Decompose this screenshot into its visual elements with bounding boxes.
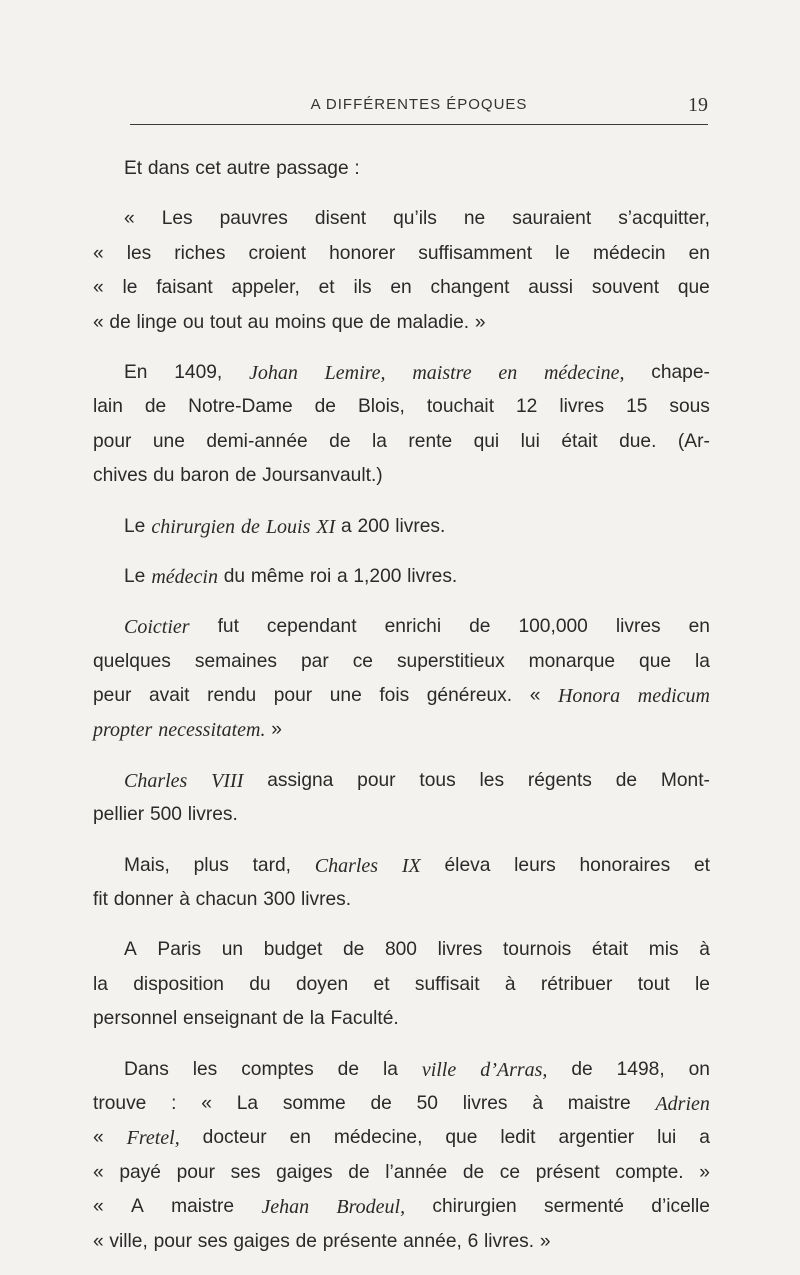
word: de (369, 311, 391, 333)
word: riches (174, 242, 226, 264)
word: présent (535, 1161, 600, 1183)
text-line (93, 1190, 710, 1224)
word: quelques (93, 650, 171, 672)
text-line (93, 713, 710, 747)
word: roi (309, 565, 332, 587)
text-line (93, 390, 710, 424)
word: » (539, 1230, 551, 1252)
word: avait (148, 685, 190, 707)
word: somme (282, 1092, 346, 1114)
word: 200 (357, 515, 390, 537)
italic-word: XI (316, 515, 336, 538)
word: souvent (591, 277, 660, 299)
word: plus (193, 854, 229, 876)
text-line (93, 459, 710, 493)
text-line (93, 306, 710, 340)
word: les (126, 242, 152, 264)
word: de (109, 311, 131, 333)
word: année, (403, 1230, 462, 1252)
word: de (329, 430, 351, 452)
word: peur (93, 685, 132, 707)
word: rente (408, 430, 453, 452)
word: livres. (407, 565, 458, 587)
paragraph (93, 933, 710, 1036)
word: tournois (502, 939, 572, 961)
text-line (93, 152, 710, 186)
word: tous (419, 769, 456, 791)
word: trouve (93, 1092, 147, 1114)
word: ville, (109, 1230, 148, 1252)
word: livres (559, 396, 605, 418)
word: budget (263, 939, 323, 961)
word: a (699, 1127, 710, 1149)
italic-word: Coictier (124, 616, 190, 639)
word: éleva (444, 854, 491, 876)
italic-word: necessitatem. (158, 719, 266, 742)
word: d’icelle (651, 1196, 710, 1218)
word: le (122, 277, 138, 299)
word: ils (353, 277, 372, 299)
italic-word: médecine, (543, 361, 625, 384)
word: médecine, (333, 1127, 423, 1149)
word: de (571, 1058, 593, 1080)
text-line (93, 1121, 710, 1155)
italic-word: VIII (211, 769, 244, 792)
word: A (124, 939, 137, 961)
italic-word: médecin (151, 565, 218, 588)
text-line (93, 356, 710, 390)
word: maistre (171, 1196, 235, 1218)
running-head (130, 96, 708, 125)
paragraph (93, 764, 710, 833)
word: en (688, 616, 710, 638)
word: moins (274, 311, 326, 333)
word: la (309, 1008, 325, 1030)
word: rendu (207, 685, 257, 707)
word: pour (357, 769, 396, 791)
text-line (93, 237, 710, 271)
text-line (93, 679, 710, 713)
word: gaiges (276, 1161, 333, 1183)
word: le (555, 242, 570, 264)
paragraph (93, 849, 710, 918)
word: par (300, 650, 329, 672)
word: chirurgien (432, 1196, 517, 1218)
word: honorer (329, 242, 396, 264)
word: La (236, 1092, 259, 1114)
word: autre (226, 158, 271, 179)
word: de (337, 1058, 359, 1080)
word: lain (93, 396, 123, 418)
word: disent (314, 208, 367, 230)
word: que (445, 1127, 478, 1149)
word: a (341, 515, 352, 537)
word: on (688, 1058, 710, 1080)
paragraph (93, 560, 710, 594)
word: « (93, 1127, 104, 1149)
word: la (371, 430, 387, 452)
word: une (152, 430, 185, 452)
word: dans (147, 158, 190, 179)
word: l’année (385, 1161, 448, 1183)
word: touchait (426, 396, 495, 418)
word: était (591, 939, 629, 961)
paragraph (93, 1053, 710, 1259)
word: donner (113, 889, 174, 911)
text-line (93, 883, 710, 917)
word: de (469, 616, 491, 638)
word: » (699, 1161, 710, 1183)
word: » (474, 311, 486, 333)
text-line (93, 610, 710, 644)
word: Joursanvault.) (262, 465, 383, 487)
word: cependant (266, 616, 357, 638)
word: la (93, 973, 108, 995)
word: pour (93, 430, 132, 452)
word: « (124, 208, 135, 230)
word: comptes (241, 1058, 314, 1080)
word: suffisait (414, 973, 480, 995)
word: Mont- (660, 769, 710, 791)
text-line (93, 271, 710, 305)
word: : (171, 1092, 177, 1114)
italic-word: Brodeul, (336, 1196, 406, 1219)
word: 50 (416, 1092, 438, 1114)
word: Le (124, 515, 146, 537)
word: tout (637, 973, 670, 995)
page-number: 19 (688, 94, 708, 116)
word: ce (499, 1161, 521, 1183)
word: docteur (202, 1127, 267, 1149)
word: et (318, 277, 335, 299)
word: « (93, 242, 104, 264)
word: un (221, 939, 244, 961)
word: 500 (149, 804, 182, 826)
text-line (93, 1156, 710, 1190)
italic-word: Jehan (261, 1196, 310, 1219)
word: à (532, 1092, 543, 1114)
word: chacun (195, 889, 258, 911)
word: « (93, 277, 104, 299)
word: Faculté. (330, 1008, 399, 1030)
italic-word: Johan (249, 361, 298, 384)
text-line (93, 425, 710, 459)
word: que (677, 277, 710, 299)
text-line (93, 764, 710, 798)
word: livres. (395, 515, 446, 537)
word: « (201, 1092, 212, 1114)
body-text (93, 152, 710, 1259)
word: baron (180, 465, 230, 487)
word: tout (209, 311, 242, 333)
word: et (373, 973, 390, 995)
word: Paris (157, 939, 202, 961)
word: Notre-Dame (188, 396, 293, 418)
word: ses (230, 1161, 261, 1183)
text-line (93, 1225, 710, 1259)
word: enrichi (384, 616, 442, 638)
word: de (282, 1008, 305, 1030)
italic-word: propter (93, 719, 153, 742)
paragraph-gap (93, 833, 710, 849)
word: enseignant (183, 1008, 277, 1030)
word: 1,200 (353, 565, 402, 587)
word: » (271, 719, 282, 741)
word: à (699, 939, 710, 961)
word: pauvres (219, 208, 288, 230)
word: une (329, 685, 362, 707)
word: En (124, 361, 148, 383)
word: honoraires (579, 854, 671, 876)
word: 1409, (174, 361, 223, 383)
text-line (93, 1053, 710, 1087)
word: 6 (467, 1230, 479, 1252)
word: compte. (615, 1161, 684, 1183)
word: sermenté (544, 1196, 624, 1218)
word: sauraient (512, 208, 592, 230)
word: de (295, 1230, 317, 1252)
word: rétribuer (540, 973, 613, 995)
word: du (249, 973, 271, 995)
word: et (693, 854, 710, 876)
word: linge (136, 311, 178, 333)
italic-word: Louis (265, 515, 311, 538)
word: changent (430, 277, 510, 299)
text-line (93, 1087, 710, 1121)
italic-word: Fretel, (126, 1127, 180, 1150)
word: fut (217, 616, 239, 638)
word: appeler, (231, 277, 300, 299)
italic-word: Lemire, (324, 361, 386, 384)
word: « (93, 311, 104, 333)
word: livres. (484, 1230, 535, 1252)
word: 15 (626, 396, 648, 418)
word: les (479, 769, 505, 791)
word: 800 (384, 939, 417, 961)
text-line (93, 849, 710, 883)
text-line (93, 968, 710, 1002)
italic-word: maistre (412, 361, 472, 384)
italic-word: IX (401, 854, 421, 877)
word: ledit (500, 1127, 536, 1149)
word: de (314, 396, 336, 418)
word: « (529, 685, 541, 707)
word: la (382, 1058, 398, 1080)
word: de (370, 1092, 392, 1114)
text-line (93, 560, 710, 594)
word: en (390, 277, 412, 299)
word: suffisamment (418, 242, 533, 264)
word: de (462, 1161, 485, 1183)
word: les (192, 1058, 218, 1080)
word: demi-année (206, 430, 308, 452)
word: mis (648, 939, 679, 961)
paragraph-gap (93, 917, 710, 933)
italic-word: Charles (124, 769, 188, 792)
word: la (695, 650, 710, 672)
word: Le (124, 565, 146, 587)
word: livres (437, 939, 483, 961)
paragraph-gap (93, 544, 710, 560)
word: même (250, 565, 305, 587)
word: doyen (295, 973, 349, 995)
word: A (130, 1196, 144, 1218)
italic-word: ville (421, 1058, 457, 1081)
word: de (343, 939, 365, 961)
paragraph-gap (93, 340, 710, 356)
text-line (93, 798, 710, 832)
word: ses (197, 1230, 228, 1252)
word: pour (273, 685, 313, 707)
word: en (289, 1127, 311, 1149)
word: Blois, (357, 396, 405, 418)
word: que (639, 650, 672, 672)
word: tard, (252, 854, 291, 876)
word: ou (182, 311, 205, 333)
text-line (93, 1002, 710, 1036)
word: assigna (267, 769, 334, 791)
word: disposition (133, 973, 224, 995)
word: de (348, 1161, 370, 1183)
word: 100,000 (518, 616, 588, 638)
text-line (93, 933, 710, 967)
word: semaines (194, 650, 277, 672)
word: Les (161, 208, 193, 230)
word: régents (527, 769, 592, 791)
word: du (223, 565, 246, 587)
word: que (331, 311, 364, 333)
word: présente (322, 1230, 398, 1252)
word: maladie. (396, 311, 470, 333)
word: superstitieux (396, 650, 505, 672)
word: « (93, 1230, 104, 1252)
word: pour (153, 1230, 192, 1252)
paragraph-gap (93, 186, 710, 202)
word: : (354, 158, 360, 179)
word: du (153, 465, 175, 487)
word: chape- (651, 361, 710, 383)
paragraph (93, 202, 710, 340)
word: a (336, 565, 348, 587)
italic-word: medicum (637, 685, 710, 708)
word: chives (93, 465, 148, 487)
word: lui (657, 1127, 677, 1149)
word: « (93, 1161, 104, 1183)
text-line (93, 645, 710, 679)
word: qui (473, 430, 500, 452)
word: « (93, 1196, 104, 1218)
paragraph (93, 152, 710, 186)
word: ce (352, 650, 373, 672)
word: due. (619, 430, 657, 452)
word: gaiges (233, 1230, 290, 1252)
word: cet (195, 158, 221, 179)
italic-word: Honora (557, 685, 621, 708)
word: Mais, (124, 854, 170, 876)
word: livres (615, 616, 661, 638)
word: en (688, 242, 710, 264)
word: passage (276, 158, 349, 179)
italic-word: Adrien (655, 1092, 710, 1115)
word: aussi (528, 277, 574, 299)
word: médecin (593, 242, 666, 264)
word: argentier (558, 1127, 635, 1149)
word: livres. (187, 804, 238, 826)
word: fois (379, 685, 410, 707)
word: fit (93, 889, 108, 911)
paragraph (93, 510, 710, 544)
paragraph-gap (93, 594, 710, 610)
word: croient (248, 242, 307, 264)
text-line (93, 510, 710, 544)
word: pour (176, 1161, 215, 1183)
paragraph-gap (93, 1037, 710, 1053)
word: Et (124, 158, 143, 179)
word: livres. (301, 889, 352, 911)
text-line (93, 202, 710, 236)
word: pellier (93, 804, 145, 826)
word: à (504, 973, 516, 995)
word: 12 (516, 396, 538, 418)
word: de (144, 396, 167, 418)
word: le (695, 973, 710, 995)
italic-word: d’Arras, (480, 1058, 548, 1081)
word: (Ar- (677, 430, 710, 452)
word: 300 (263, 889, 296, 911)
paragraph (93, 610, 710, 748)
running-title: A DIFFÉRENTES ÉPOQUES (310, 96, 528, 113)
word: à (179, 889, 190, 911)
word: était (561, 430, 598, 452)
word: lui (520, 430, 540, 452)
word: qu’ils (393, 208, 437, 230)
word: personnel (93, 1008, 178, 1030)
word: de (235, 465, 257, 487)
italic-word: Charles (314, 854, 379, 877)
word: généreux. (426, 685, 513, 707)
italic-word: de (241, 515, 260, 538)
word: faisant (156, 277, 213, 299)
paragraph (93, 356, 710, 494)
paragraph-gap (93, 748, 710, 764)
word: maistre (567, 1092, 631, 1114)
word: sous (669, 396, 710, 418)
italic-word: chirurgien (151, 515, 236, 538)
word: de (615, 769, 638, 791)
word: payé (119, 1161, 161, 1183)
word: ne (463, 208, 486, 230)
word: leurs (514, 854, 556, 876)
word: monarque (528, 650, 616, 672)
word: Dans (124, 1058, 169, 1080)
word: 1498, (616, 1058, 665, 1080)
word: au (247, 311, 270, 333)
italic-word: en (498, 361, 518, 384)
paragraph-gap (93, 494, 710, 510)
word: livres (462, 1092, 508, 1114)
word: s’acquitter, (618, 208, 710, 230)
